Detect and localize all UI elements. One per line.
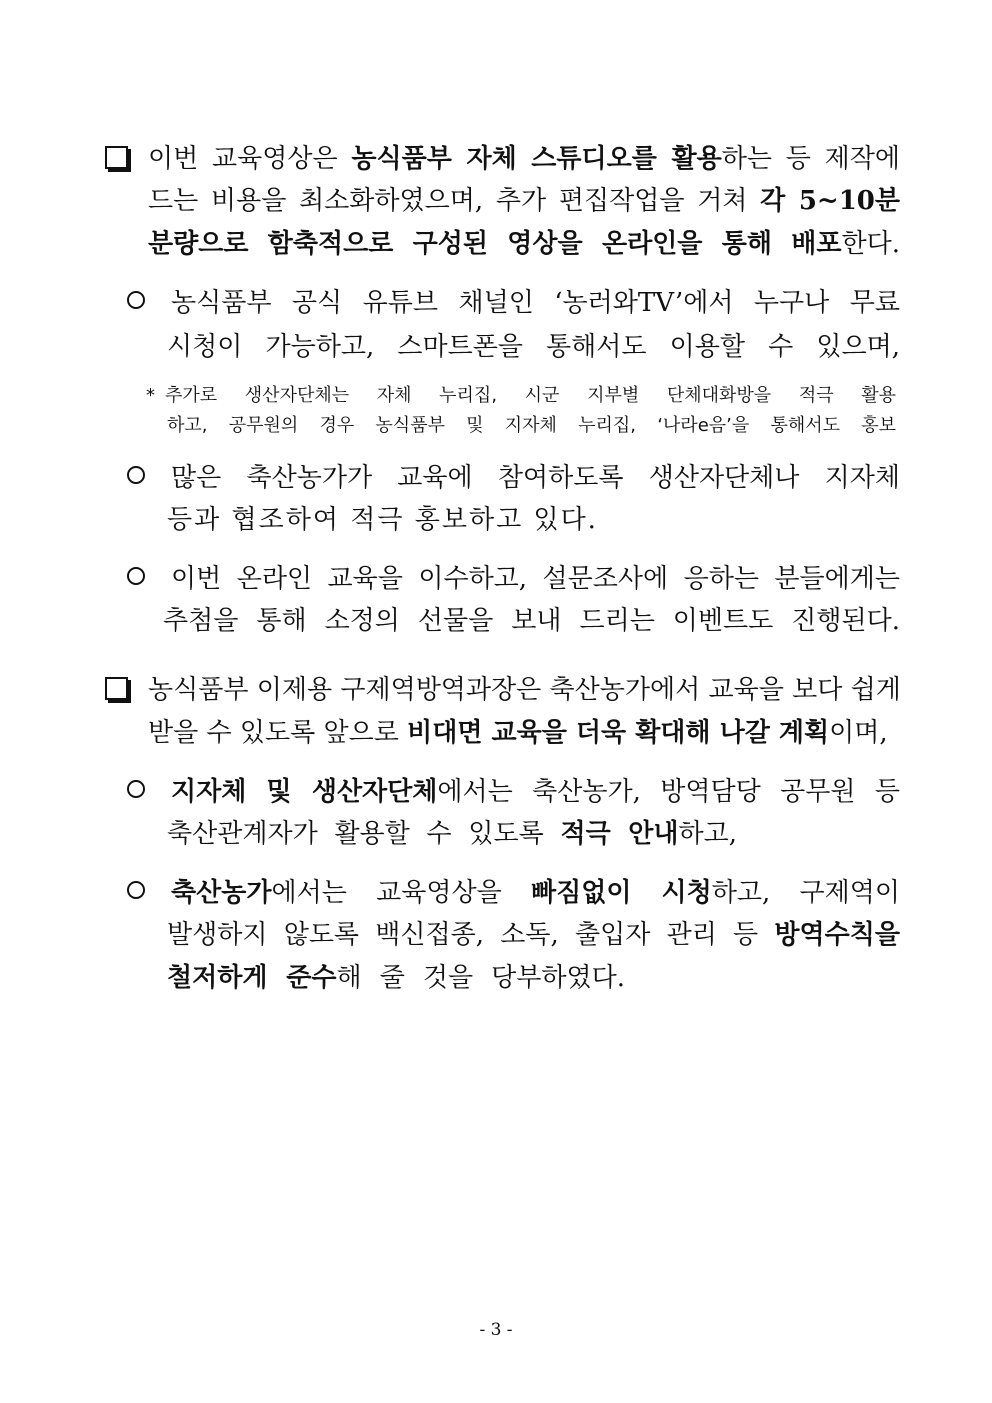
bullet-3-line-2: 추첨을 통해 소정의 선물을 보내 드리는 이벤트도 진행된다. — [163, 606, 900, 636]
square-bullet-icon — [105, 677, 128, 700]
paragraph-1-line-2: 드는 비용을 최소화하였으며, 추가 편집작업을 거쳐 각 5~10분 — [148, 186, 900, 216]
circle-bullet-icon — [127, 881, 145, 899]
circle-bullet-icon — [127, 567, 145, 585]
circle-bullet-icon — [127, 780, 145, 798]
circle-bullet-icon — [127, 466, 145, 484]
bullet-5-line-1: 축산농가에서는 교육영상을 빠짐없이 시청하고, 구제역이 — [125, 876, 900, 910]
bullet-2-line-1: 많은 축산농가가 교육에 참여하도록 생산자단체나 지자체 — [125, 461, 900, 495]
note-line-2: 하고, 공무원의 경우 농식품부 및 지자체 누리집, ‘나라e음’을 통해서도 홍보 — [167, 415, 896, 436]
paragraph-1-line-1: 이번 교육영상은 농식품부 자체 스튜디오를 활용하는 등 제작에 — [105, 142, 900, 176]
page-number: - 3 - — [479, 1320, 513, 1340]
asterisk-marker: * — [146, 385, 155, 406]
bullet-5-line-2: 발생하지 않도록 백신접종, 소독, 출입자 관리 등 방역수칙을 — [167, 920, 900, 950]
bullet-1-line-1: 농식품부 공식 유튜브 채널인 ‘농러와TV’에서 누구나 무료 — [125, 286, 900, 320]
bullet-2-line-2: 등과 협조하여 적극 홍보하고 있다. — [167, 505, 598, 535]
note-line-1: * 추가로 생산자단체는 자체 누리집, 시군 지부별 단체대화방을 적극 활용 — [146, 385, 896, 406]
circle-bullet-icon — [127, 291, 145, 309]
bullet-4-line-2: 축산관계자가 활용할 수 있도록 적극 안내하고, — [167, 819, 737, 849]
bullet-5-line-3: 철저하게 준수해 줄 것을 당부하였다. — [167, 963, 626, 993]
paragraph-1-line-3: 분량으로 함축적으로 구성된 영상을 온라인을 통해 배포한다. — [148, 229, 900, 259]
bullet-4-line-1: 지자체 및 생산자단체에서는 축산농가, 방역담당 공무원 등 — [125, 775, 900, 809]
bullet-1-line-2: 시청이 가능하고, 스마트폰을 통해서도 이용할 수 있으며, — [167, 332, 900, 362]
bullet-3-line-1: 이번 온라인 교육을 이수하고, 설문조사에 응하는 분들에게는 — [125, 562, 900, 596]
paragraph-2-line-1: 농식품부 이제용 구제역방역과장은 축산농가에서 교육을 보다 쉽게 — [105, 673, 900, 707]
square-bullet-icon — [105, 146, 128, 169]
paragraph-2-line-2: 받을 수 있도록 앞으로 비대면 교육을 더욱 확대해 나갈 계획이며, — [148, 718, 888, 748]
